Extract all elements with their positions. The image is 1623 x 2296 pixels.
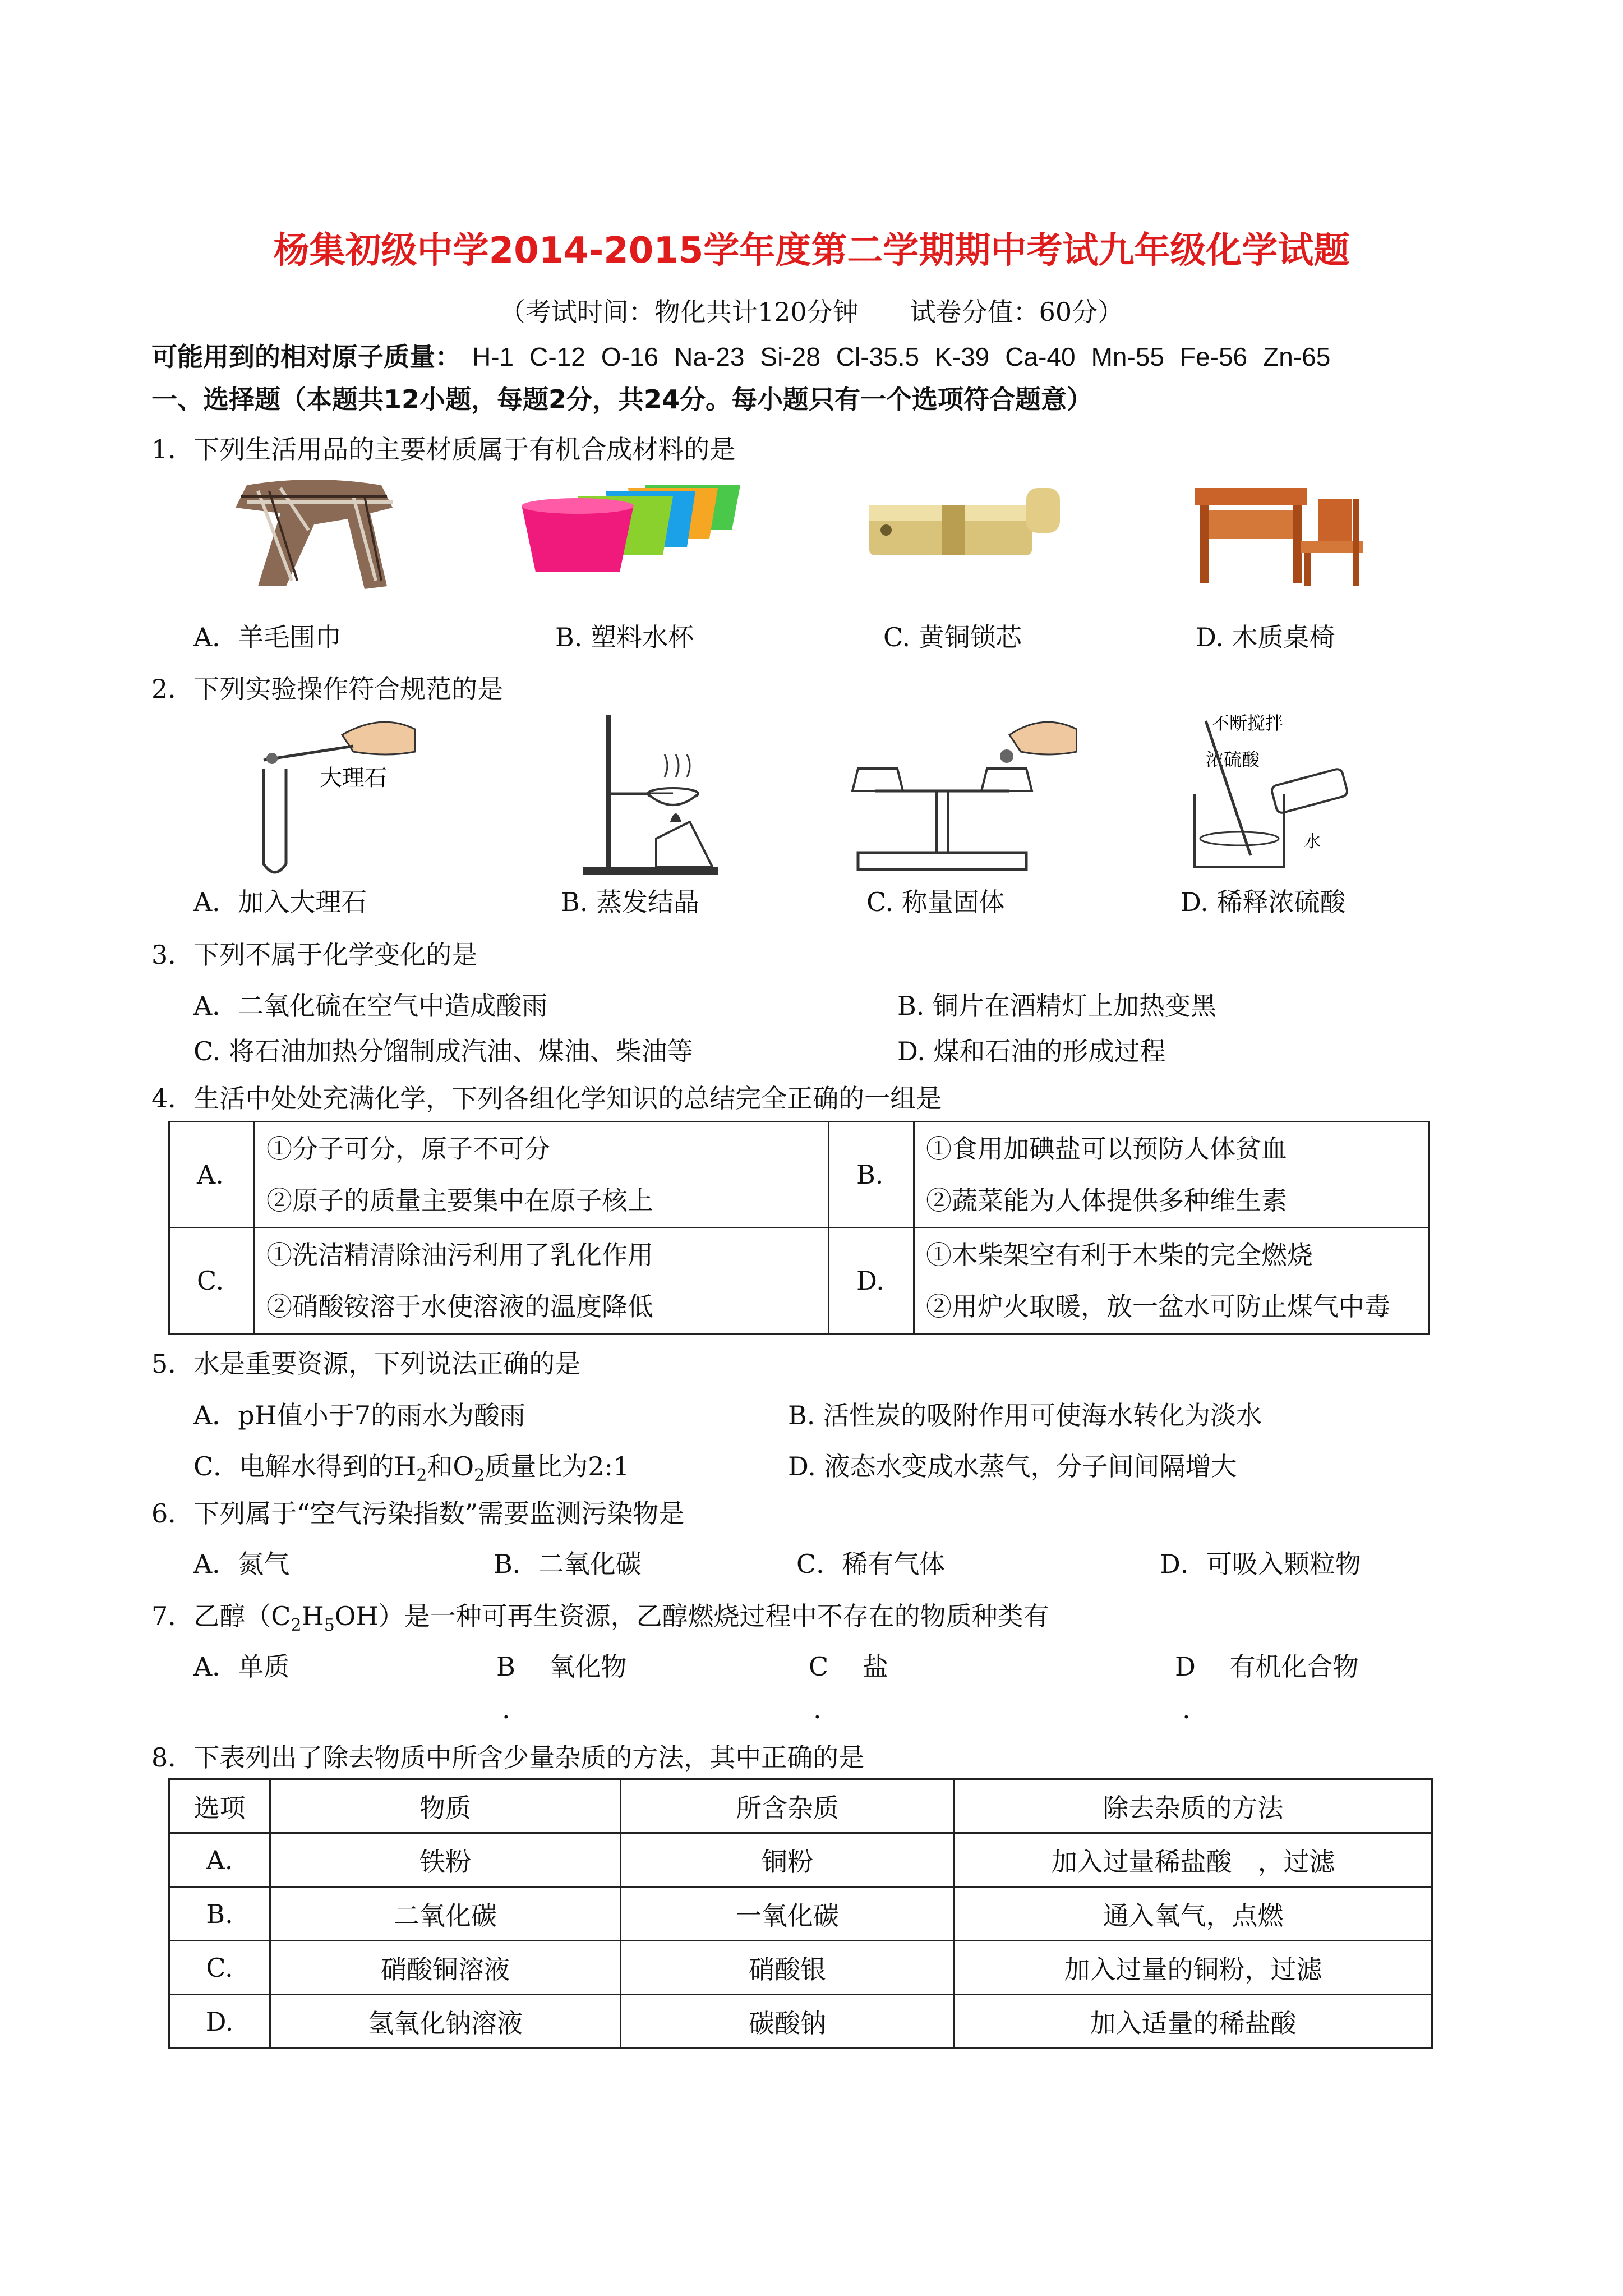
table-header-row xyxy=(169,1779,1432,1833)
acid-label: 浓硫酸 xyxy=(1206,749,1260,770)
table-cell: 硝酸银 xyxy=(621,1941,955,1995)
mass-value: K-39 xyxy=(935,342,990,371)
table-cell: 铁粉 xyxy=(270,1833,621,1887)
table-cell: 加入适量的稀盐酸 xyxy=(955,1995,1432,2049)
q4-a-content xyxy=(255,1122,829,1228)
table-cell: 碳酸钠 xyxy=(621,1995,955,2049)
question-7-stem xyxy=(151,1596,1049,1635)
q4-a-line2: ②原子的质量主要集中在原子核上 xyxy=(266,1185,653,1216)
q4-d-line1: ①木柴架空有利于木柴的完全燃烧 xyxy=(926,1240,1313,1270)
q6-option-a: A．氮气 xyxy=(193,1549,290,1579)
q4-c-line1: ①洗洁精清除油污利用了乳化作用 xyxy=(266,1240,653,1270)
table-cell: 加入过量的铜粉，过滤 xyxy=(955,1941,1432,1995)
q5-c-sub: 2 xyxy=(416,1466,427,1486)
question-8-stem: 8．下表列出了除去物质中所含少量杂质的方法，其中正确的是 xyxy=(151,1742,865,1773)
mass-value: Mn-55 xyxy=(1091,342,1164,371)
mass-value: O-16 xyxy=(601,342,659,371)
q5-c-text: 和O xyxy=(427,1451,474,1481)
q1-option-c: C. 黄铜锁芯 xyxy=(883,622,1022,652)
water-label: 水 xyxy=(1304,832,1321,851)
question-4-stem: 4．生活中处处充满化学，下列各组化学知识的总结完全正确的一组是 xyxy=(151,1083,942,1114)
q2-option-a: A．加入大理石 xyxy=(193,887,367,917)
q7-dot: . xyxy=(1182,1694,1191,1724)
q4-b-content xyxy=(914,1122,1430,1228)
q7-option-c: C 盐 xyxy=(809,1651,888,1682)
mass-value: H-1 xyxy=(472,342,514,371)
q1-option-d: D. 木质桌椅 xyxy=(1196,622,1335,652)
q4-d-content xyxy=(914,1228,1430,1334)
mass-value: Si-28 xyxy=(760,342,820,371)
q2-option-c: C. 称量固体 xyxy=(866,887,1005,917)
table-cell: 铜粉 xyxy=(621,1833,955,1887)
q3-option-c: C. 将石油加热分馏制成汽油、煤油、柴油等 xyxy=(193,1036,693,1066)
adding-marble-image xyxy=(247,712,426,881)
table-cell: 通入氧气，点燃 xyxy=(955,1887,1432,1941)
question-5-stem: 5．水是重要资源，下列说法正确的是 xyxy=(151,1349,581,1379)
q5-option-b: B. 活性炭的吸附作用可使海水转化为淡水 xyxy=(788,1400,1262,1430)
atomic-mass-label: 可能用到的相对原子质量： xyxy=(151,342,461,372)
q1-option-b: B. 塑料水杯 xyxy=(555,622,694,652)
question-6-stem: 6．下列属于“空气污染指数”需要监测污染物是 xyxy=(151,1498,685,1529)
q7-option-d: D 有机化合物 xyxy=(1175,1651,1359,1682)
mass-value: Na-23 xyxy=(674,342,745,371)
q7-dot: . xyxy=(813,1694,822,1724)
q5-c-sub: 2 xyxy=(474,1466,485,1486)
q4-b-line2: ②蔬菜能为人体提供多种维生素 xyxy=(926,1185,1287,1216)
balance-weighing-image xyxy=(841,712,1077,875)
header-cell: 所含杂质 xyxy=(621,1779,955,1833)
wooden-furniture-image xyxy=(1189,477,1368,589)
q4-d-label: D. xyxy=(829,1228,914,1334)
q6-option-d: D．可吸入颗粒物 xyxy=(1160,1549,1361,1579)
table-cell: 一氧化碳 xyxy=(621,1887,955,1941)
q8-table xyxy=(168,1778,1433,2049)
question-2-stem: 2．下列实验操作符合规范的是 xyxy=(151,674,504,704)
q7-sub: 5 xyxy=(324,1616,335,1636)
dilute-acid-image xyxy=(1183,710,1368,878)
q3-option-d: D. 煤和石油的形成过程 xyxy=(897,1036,1166,1066)
q7-option-b: B 氧化物 xyxy=(496,1651,627,1682)
q4-b-line1: ①食用加碘盐可以预防人体贫血 xyxy=(926,1134,1287,1164)
question-1-stem: 1．下列生活用品的主要材质属于有机合成材料的是 xyxy=(151,434,736,464)
question-3-stem: 3．下列不属于化学变化的是 xyxy=(151,940,478,970)
q4-a-line1: ①分子可分，原子不可分 xyxy=(266,1134,550,1164)
q5-option-d: D. 液态水变成水蒸气，分子间间隔增大 xyxy=(788,1451,1237,1481)
atomic-mass-line xyxy=(151,337,1346,374)
q7-sub: 2 xyxy=(291,1616,302,1636)
q4-d-line2: ②用炉火取暖，放一盆水可防止煤气中毒 xyxy=(926,1291,1390,1322)
q7-text: H xyxy=(301,1601,324,1631)
header-cell: 物质 xyxy=(270,1779,621,1833)
stir-label: 不断搅拌 xyxy=(1211,713,1284,733)
evaporation-setup-image xyxy=(572,710,740,878)
q6-option-c: C．稀有气体 xyxy=(796,1549,946,1579)
q4-a-label: A. xyxy=(169,1122,255,1228)
mass-value: C-12 xyxy=(529,342,585,371)
mass-value: Cl-35.5 xyxy=(836,342,920,371)
q5-c-text: 质量比为2:1 xyxy=(485,1451,630,1481)
plastic-cups-image xyxy=(516,477,751,578)
table-cell: 加入过量稀盐酸 ，过滤 xyxy=(955,1833,1432,1887)
table-cell: 硝酸铜溶液 xyxy=(270,1941,621,1995)
q4-c-label: C. xyxy=(169,1228,255,1334)
table-cell: 氢氧化钠溶液 xyxy=(270,1995,621,2049)
q7-option-a: A．单质 xyxy=(193,1651,290,1682)
table-row xyxy=(169,1833,1432,1887)
table-cell: B. xyxy=(169,1887,270,1941)
q5-option-c xyxy=(193,1446,629,1485)
brass-lock-image xyxy=(864,482,1066,578)
q7-text: OH）是一种可再生资源，乙醇燃烧过程中不存在的物质种类有 xyxy=(334,1601,1049,1631)
q4-c-content xyxy=(255,1228,829,1334)
table-row xyxy=(169,1995,1432,2049)
page-title: 杨集初级中学2014-2015学年度第二学期期中考试九年级化学试题 xyxy=(273,230,1350,272)
q5-c-text: C．电解水得到的H xyxy=(193,1451,417,1481)
table-row xyxy=(169,1887,1432,1941)
scarf-image xyxy=(224,474,404,592)
mass-value: Ca-40 xyxy=(1005,342,1076,371)
table-row xyxy=(169,1941,1432,1995)
q6-option-b: B．二氧化碳 xyxy=(494,1549,642,1579)
q2-option-d: D. 稀释浓硫酸 xyxy=(1181,887,1346,917)
table-cell: C. xyxy=(169,1941,270,1995)
section-heading: 一、选择题（本题共12小题，每题2分，共24分。每小题只有一个选项符合题意） xyxy=(151,384,1093,415)
header-cell: 除去杂质的方法 xyxy=(955,1779,1432,1833)
q3-option-b: B. 铜片在酒精灯上加热变黑 xyxy=(897,991,1217,1021)
table-cell: D. xyxy=(169,1995,270,2049)
q1-option-a: A．羊毛围巾 xyxy=(193,622,342,652)
marble-label: 大理石 xyxy=(320,766,387,790)
exam-info: （考试时间：物化共计120分钟 试卷分值：60分） xyxy=(499,297,1124,327)
q4-b-label: B. xyxy=(829,1122,914,1228)
q7-dot: . xyxy=(502,1694,510,1724)
table-cell: 二氧化碳 xyxy=(270,1887,621,1941)
q3-option-a: A．二氧化硫在空气中造成酸雨 xyxy=(193,991,548,1021)
q5-option-a: A．pH值小于7的雨水为酸雨 xyxy=(193,1400,526,1430)
table-cell: A. xyxy=(169,1833,270,1887)
q2-option-b: B. 蒸发结晶 xyxy=(561,887,700,917)
header-cell: 选项 xyxy=(169,1779,270,1833)
mass-value: Fe-56 xyxy=(1179,342,1248,371)
q7-text: 7．乙醇（C xyxy=(151,1601,291,1631)
mass-value: Zn-65 xyxy=(1263,342,1331,371)
q4-options-table xyxy=(168,1121,1430,1335)
q4-c-line2: ②硝酸铵溶于水使溶液的温度降低 xyxy=(266,1291,653,1322)
